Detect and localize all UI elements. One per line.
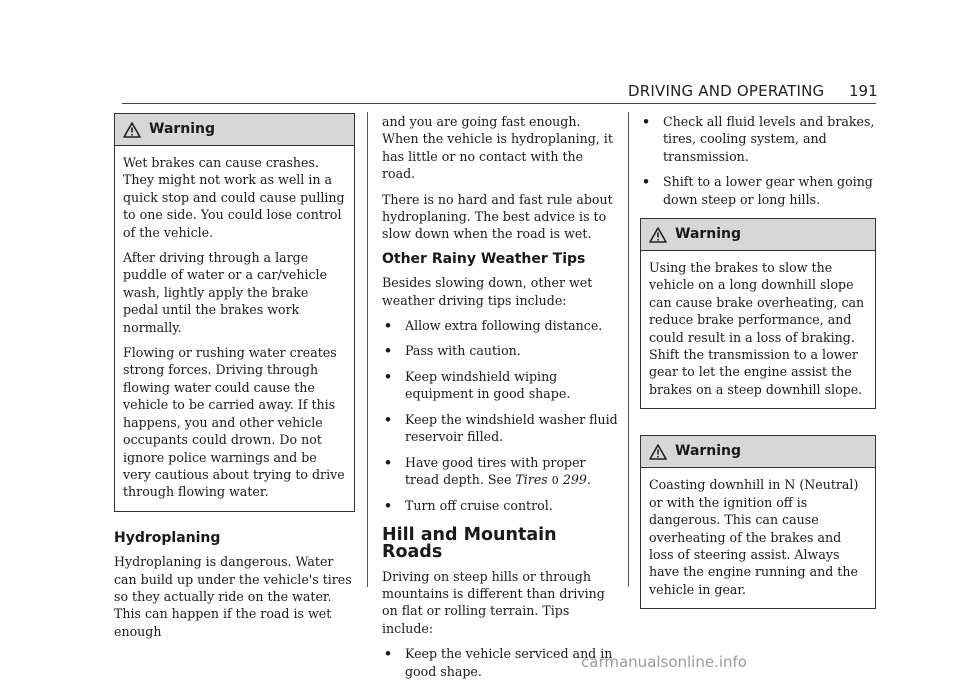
header-rule [122,103,876,104]
warning-header [641,219,875,251]
list-item-text: Pass with caution. [405,343,521,359]
bullet: • [642,114,651,129]
page-number: 191 [849,82,878,100]
column-divider-1 [367,112,368,587]
list-item [382,317,618,334]
column-1 [114,113,355,648]
watermark: carmanualsonline.info [581,653,747,671]
list-item-text: Check all fluid levels and brakes, tires, cooling system, and transmission. [663,114,875,164]
warning-header [641,436,875,468]
list-item [382,342,618,359]
heading-hydroplaning: Hydroplaning [114,529,221,546]
warning-box-downhill-brakes [640,218,876,409]
bullet: • [384,646,393,662]
hill-tips-list-cont [640,113,876,208]
hydroplaning-paragraph: Hydroplaning is dangerous. Water can build up under the vehicle's tires so they actually ride on the water. This can happen if the road is wet enough [114,554,352,639]
warning-body [641,468,875,608]
bullet: • [384,318,393,334]
list-item [382,368,618,403]
warning-triangle-icon [649,444,667,460]
rainy-tips-list [382,317,618,515]
page-reference-icon: 0 [551,473,559,487]
bullet: • [642,174,651,190]
column-divider-2 [628,112,629,587]
reference-end: . [586,471,591,487]
warning-paragraph: Flowing or rushing water creates strong forces. Driving through flowing water could cause the vehicle to be carried away. If this happens, you and other vehicle occupants could drown. Do not ignore police warnings and be very cautious about trying to drive through flowing water. [123,345,345,500]
warning-triangle-icon [123,122,141,138]
list-item-text: Keep windshield wiping equipment in good shape. [405,368,571,402]
warning-paragraph: Using the brakes to slow the vehicle on a long downhill slope can cause brake overheating, can reduce brake performance, and could result in a loss of braking. Shift the transmission to a lower gear to let the engine assist the brakes on a steep downhill slope. [649,260,865,397]
tires-reference-link[interactable]: Tires [515,471,548,487]
list-item-text: Turn off cruise control. [405,498,553,514]
warning-paragraph: Wet brakes can cause crashes. They might not work as well in a quick stop and could cause pulling to one side. You could lose control of the vehicle. [123,155,345,240]
heading-rainy-tips: Other Rainy Weather Tips [382,250,586,267]
hill-intro: Driving on steep hills or through mountains is different than driving on flat or rolling terrain. Tips include: [382,568,605,636]
list-item-text: Have good tires with proper tread depth. See [405,454,586,487]
warning-title: Warning [675,443,742,460]
list-item-text: Shift to a lower gear when going down steep or long hills. [663,174,873,207]
warning-box-coasting [640,435,876,609]
list-item-text: Keep the vehicle serviced and in good shape. [405,646,613,679]
column-2 [382,113,618,688]
rainy-tips-intro: Besides slowing down, other wet weather driving tips include: [382,275,593,308]
column-3 [640,113,876,609]
warning-body [641,251,875,408]
bullet: • [384,411,393,427]
bullet: • [384,368,393,384]
bullet: • [384,498,393,514]
list-item [640,113,876,165]
bullet: • [384,343,393,359]
warning-paragraph: After driving through a large puddle of water or a car/vehicle wash, lightly apply the brake pedal until the brakes work normally. [123,250,328,335]
list-item [640,173,876,208]
hydroplaning-paragraph-cont: and you are going fast enough. When the vehicle is hydroplaning, it has little or no contact with the road. [382,114,613,182]
warning-title: Warning [149,120,216,137]
warning-paragraph: Coasting downhill in N (Neutral) or with the ignition off is dangerous. This can cause overheating of the brakes and loss of steering assist. Always have the engine running and the vehicle in gear. [649,477,859,597]
list-item [382,454,618,490]
list-item [382,411,618,446]
bullet: • [384,454,393,470]
hydroplaning-advice: There is no hard and fast rule about hydroplaning. The best advice is to slow down when the road is wet. [382,191,613,242]
tires-reference-page[interactable]: 299 [562,471,587,487]
list-item-text: Keep the windshield washer fluid reservoir filled. [405,411,618,445]
warning-header [115,114,354,146]
warning-box-wet-brakes [114,113,355,512]
warning-body [115,146,354,511]
warning-title: Warning [675,225,742,242]
warning-triangle-icon [649,227,667,243]
list-item [382,497,618,514]
list-item-text: Allow extra following distance. [405,318,603,334]
section-title: DRIVING AND OPERATING [628,82,825,100]
heading-hill-mountain-roads: Hill and Mountain Roads [382,524,557,563]
